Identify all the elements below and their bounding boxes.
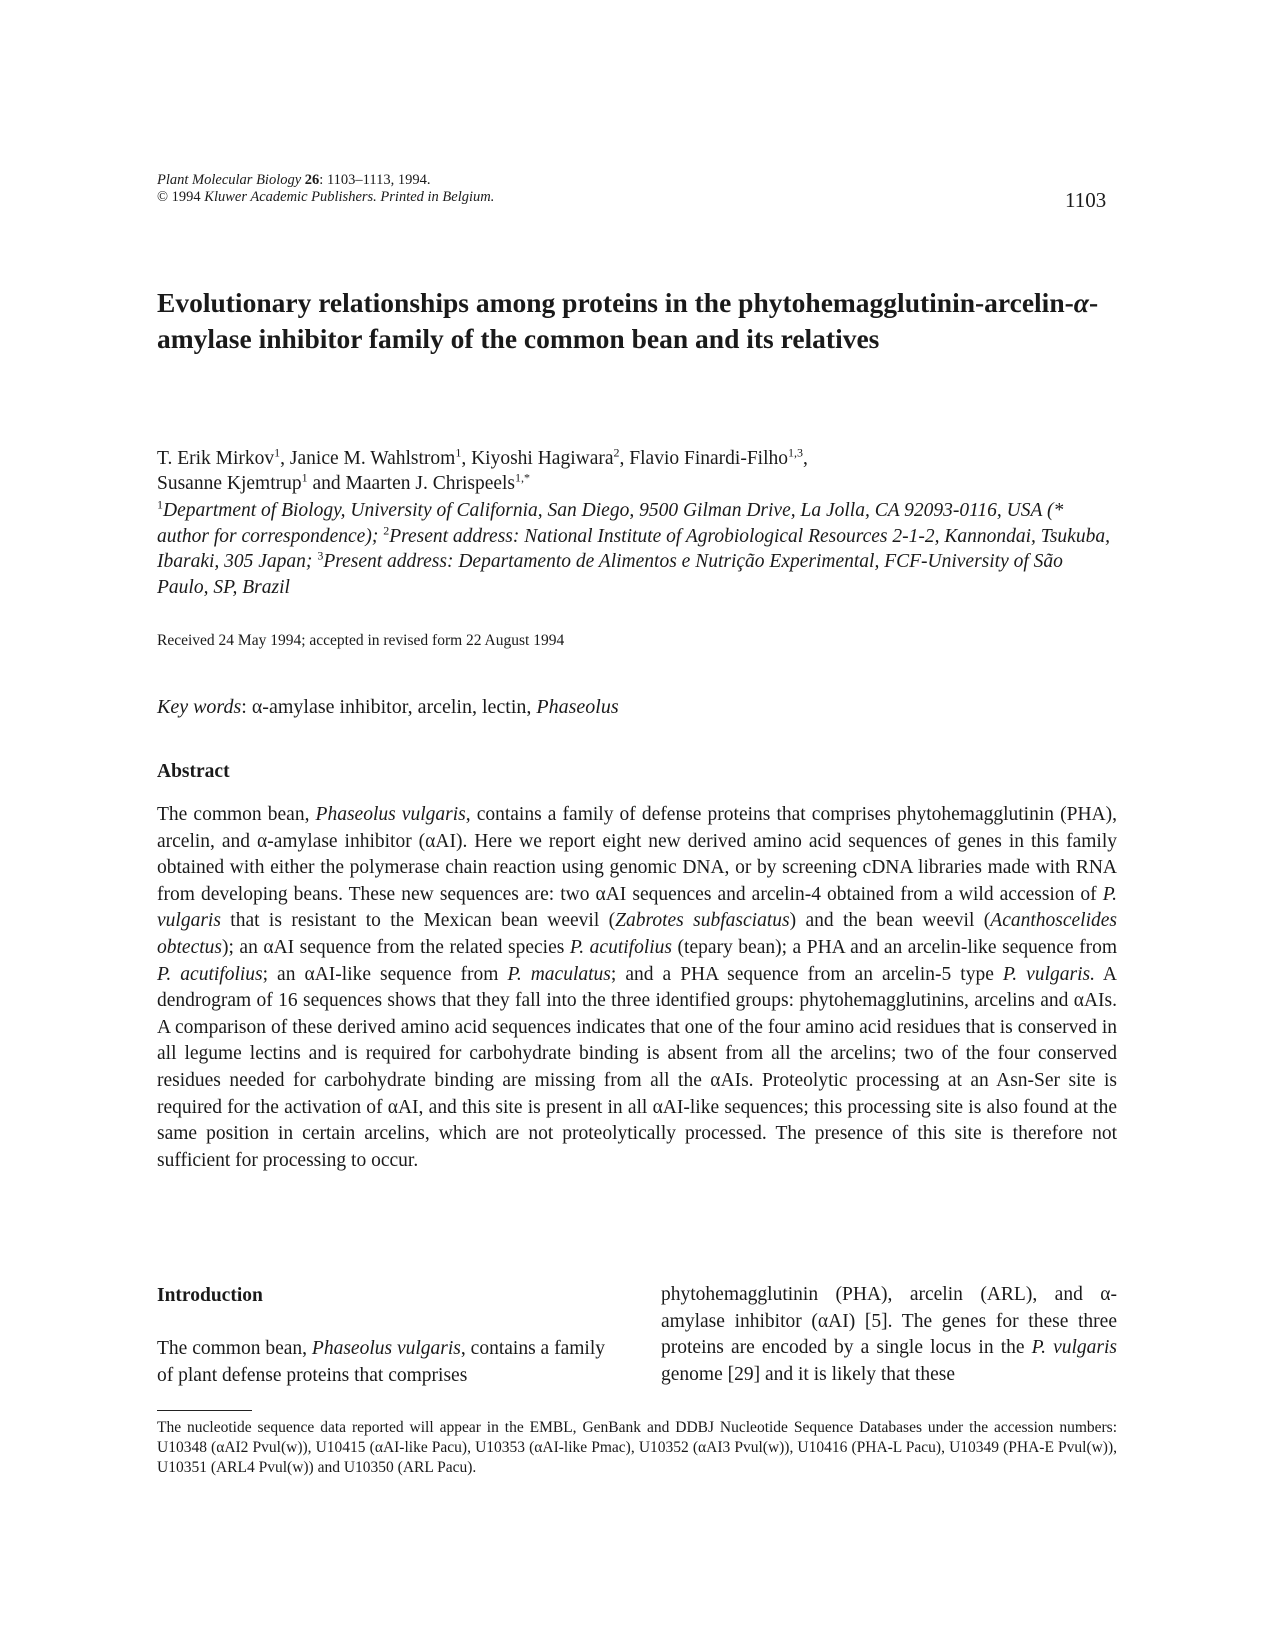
affiliation-text: Present address: National Institute of Agrobiological Resources 2-1-2, Kannondai, Tsukuba, Ibaraki, 305 Japan; [157,525,1110,572]
author-separator: , [803,448,808,469]
author-superscript: 1,* [515,470,531,485]
copyright: © 1994 [157,189,201,205]
abstract-species: P. vulgaris. [1002,963,1095,985]
author-name: , Kiyoshi Hagiwara [461,448,614,469]
abstract-species: Acanthoscelides obtectus [157,910,1117,958]
author-superscript: 1 [455,445,462,460]
abstract-species: P. vulgaris [157,883,1117,932]
abstract-text: ; an αAI-like sequence from [262,963,508,985]
abstract-text: that is resistant to the Mexican bean weevil ( [220,910,616,932]
abstract-species: P. acutifolius [157,963,263,985]
affiliation-text: Department of Biology, University of California, San Diego, 9500 Gilman Drive, La Jolla, CA 92093-0116, USA (* author for correspondence); [157,500,1064,547]
abstract-text: ); an αAI sequence from the related species [221,936,570,958]
publisher: Kluwer Academic Publishers. Printed in Belgium. [204,189,495,205]
abstract-text: , contains a family of defense proteins that comprises phytohemagglutinin (PHA), arcelin, and α-amylase inhibitor (αAI). Here we report eight new derived amino acid sequences of genes in this family obtained with either the polymerase chain reaction using genomic DNA, or by screening cDNA libraries made with RNA from developing beans. These new sequences are: two αAI sequences and arcelin-4 obtained from a wild accession of [157,804,1117,905]
affiliation-text: Present address: Departamento de Alimentos e Nutrição Experimental, FCF-University of São Paulo, SP, Brazil [157,551,1063,598]
received-dates: Received 24 May 1994; accepted in revised form 22 August 1994 [157,632,565,649]
author-superscript: 1,3 [788,445,803,460]
journal-citation [157,172,494,206]
introduction-right-column [661,1282,1117,1388]
intro-species: P. vulgaris [1031,1337,1117,1359]
abstract-body [157,802,1117,1174]
footnote-divider [157,1410,252,1411]
abstract-heading: Abstract [157,761,230,782]
author-name: Susanne Kjemtrup [157,473,302,494]
introduction-left-column [157,1336,605,1389]
journal-volume: 26 [304,172,320,188]
journal-pages: : 1103–1113, 1994. [319,172,431,188]
author-superscript: 1 [274,445,281,460]
abstract-species: P. acutifolius [569,936,673,958]
paper-title [157,285,1117,357]
abstract-text: ; and a PHA sequence from an arcelin-5 type [610,963,1003,985]
abstract-text: A dendrogram of 16 sequences shows that they fall into the three identified groups: phytohemagglutinins, arcelins and αAIs. A comparison of these derived amino acid sequences indicates that one of the four amino acid residues that is conserved in all legume lectins and is required for carbohydrate binding is absent from all the arcelins; two of the four conserved residues needed for carbohydrate binding are missing from all the αAIs. Proteolytic processing at an Asn-Ser site is required for the activation of αAI, and this site is present in all αAI-like sequences; this processing site is also found at the same position in certain arcelins, which are not proteolytically processed. The presence of this site is therefore not sufficient for processing to occur. [157,963,1117,1171]
author-superscript: 2 [613,445,620,460]
title-part-1: Evolutionary relationships among proteins in the phytohemagglutinin-arcelin- [157,287,1074,318]
keywords-text: : α-amylase inhibitor, arcelin, lectin, [241,696,537,718]
intro-text: phytohemagglutinin (PHA), arcelin (ARL), and α-amylase inhibitor (αAI) [5]. The genes for these three proteins are encoded by a single locus in the [661,1284,1117,1359]
author-name: and Maarten J. Chrispeels [307,473,516,494]
page-number: 1103 [1065,188,1107,212]
intro-text: , contains a family of plant defense proteins that comprises [157,1338,605,1386]
journal-line-2 [157,189,494,206]
affiliation-superscript: 2 [383,523,390,537]
keywords-label: Key words [157,696,242,718]
intro-text: genome [29] and it is likely that these [661,1363,956,1385]
author-list [157,446,1117,496]
keywords [157,696,619,719]
journal-name: Plant Molecular Biology [157,172,302,188]
introduction-heading: Introduction [157,1285,263,1306]
abstract-text: (tepary bean); a PHA and an arcelin-like sequence from [672,936,1118,958]
keywords-italic: Phaseolus [536,696,619,718]
abstract-species: Zabrotes subfasciatus [615,910,790,932]
journal-line-1 [157,172,494,189]
title-alpha: α [1073,287,1089,318]
intro-species: Phaseolus vulgaris [311,1338,461,1359]
author-name: , Janice M. Wahlstrom [280,448,456,469]
abstract-text: ) and the bean weevil ( [789,910,991,932]
footnote: The nucleotide sequence data reported will appear in the EMBL, GenBank and DDBJ Nucleotide Sequence Databases under the accession numbers: U10348 (αAI2 Pvul(w)), U10415 (αAI-like Pacu), U10353 (αAI-like Pmac), U10352 (αAI3 Pvul(w)), U10416 (PHA-L Pacu), U10349 (PHA-E Pvul(w)), U10351 (ARL4 Pvul(w)) and U10350 (ARL Pacu). [157,1419,1117,1476]
affiliations [157,498,1117,600]
intro-text: The common bean, [157,1338,312,1359]
affiliation-superscript: 3 [317,548,324,563]
author-name: T. Erik Mirkov [157,448,275,469]
abstract-species: Phaseolus vulgaris [315,804,466,825]
author-name: , Flavio Finardi-Filho [619,448,788,469]
title-part-2: -amylase inhibitor family of the common bean and its relatives [157,287,1099,354]
affiliation-superscript: 1 [157,497,163,512]
abstract-species: P. maculatus [507,963,611,985]
author-superscript: 1 [301,470,308,485]
abstract-text: The common bean, [157,804,316,825]
